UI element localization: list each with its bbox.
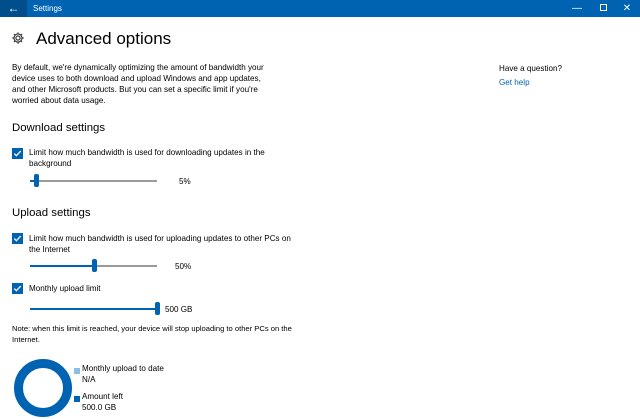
slider-track — [30, 180, 157, 182]
download-limit-checkbox[interactable] — [12, 148, 23, 159]
checkmark-icon — [13, 149, 22, 158]
slider-fill — [30, 308, 157, 310]
donut-remaining-ring — [19, 364, 68, 413]
close-icon: ✕ — [622, 3, 632, 14]
title-bar — [0, 0, 640, 17]
monthly-upload-slider[interactable] — [30, 302, 157, 315]
minimize-icon: — — [572, 3, 582, 14]
download-settings-heading: Download settings — [12, 122, 106, 134]
back-button[interactable] — [0, 0, 27, 17]
upload-limit-note: Note: when this limit is reached, your device will stop uploading to other PCs on the Internet. — [12, 324, 292, 344]
back-arrow-icon: ← — [7, 1, 20, 15]
uploaded-legend-swatch — [74, 368, 80, 374]
download-limit-label: Limit how much bandwidth is used for downloading updates in the background — [29, 148, 265, 168]
window-title: Settings — [33, 4, 62, 13]
get-help-link[interactable]: Get help — [499, 78, 530, 87]
minimize-button[interactable] — [564, 0, 590, 17]
remaining-legend-label: Amount left — [82, 392, 123, 401]
slider-thumb[interactable] — [155, 302, 160, 315]
monthly-upload-limit-label: Monthly upload limit — [29, 284, 101, 293]
slider-thumb[interactable] — [92, 259, 97, 272]
upload-settings-heading: Upload settings — [12, 207, 91, 219]
monthly-upload-limit-checkbox[interactable] — [12, 283, 23, 294]
upload-limit-label: Limit how much bandwidth is used for uploading updates to other PCs on the Internet — [29, 234, 291, 254]
upload-usage-donut — [14, 359, 72, 417]
close-button[interactable] — [614, 0, 640, 17]
uploaded-legend-label: Monthly upload to date — [82, 364, 164, 373]
maximize-icon — [600, 4, 607, 11]
checkmark-icon — [13, 284, 22, 293]
download-slider-value: 5% — [179, 177, 191, 186]
help-heading: Have a question? — [499, 64, 562, 73]
gear-icon — [11, 31, 25, 45]
slider-thumb[interactable] — [34, 174, 39, 187]
page-title: Advanced options — [36, 29, 172, 48]
checkmark-icon — [13, 234, 22, 243]
intro-text: By default, we're dynamically optimizing the amount of bandwidth your device uses to both download and upload Windows and app updates, and other Microsoft products. But you can set a specific limit if you're worried about data usage. — [12, 63, 264, 105]
uploaded-legend-value: N/A — [82, 375, 96, 384]
slider-fill — [30, 265, 94, 267]
monthly-upload-value: 500 GB — [165, 305, 193, 314]
upload-bandwidth-slider[interactable] — [30, 259, 157, 272]
maximize-button[interactable] — [590, 0, 616, 17]
remaining-legend-value: 500.0 GB — [82, 403, 117, 412]
upload-limit-checkbox[interactable] — [12, 233, 23, 244]
download-bandwidth-slider[interactable] — [30, 174, 157, 187]
upload-slider-value: 50% — [175, 262, 192, 271]
remaining-legend-swatch — [74, 396, 80, 402]
